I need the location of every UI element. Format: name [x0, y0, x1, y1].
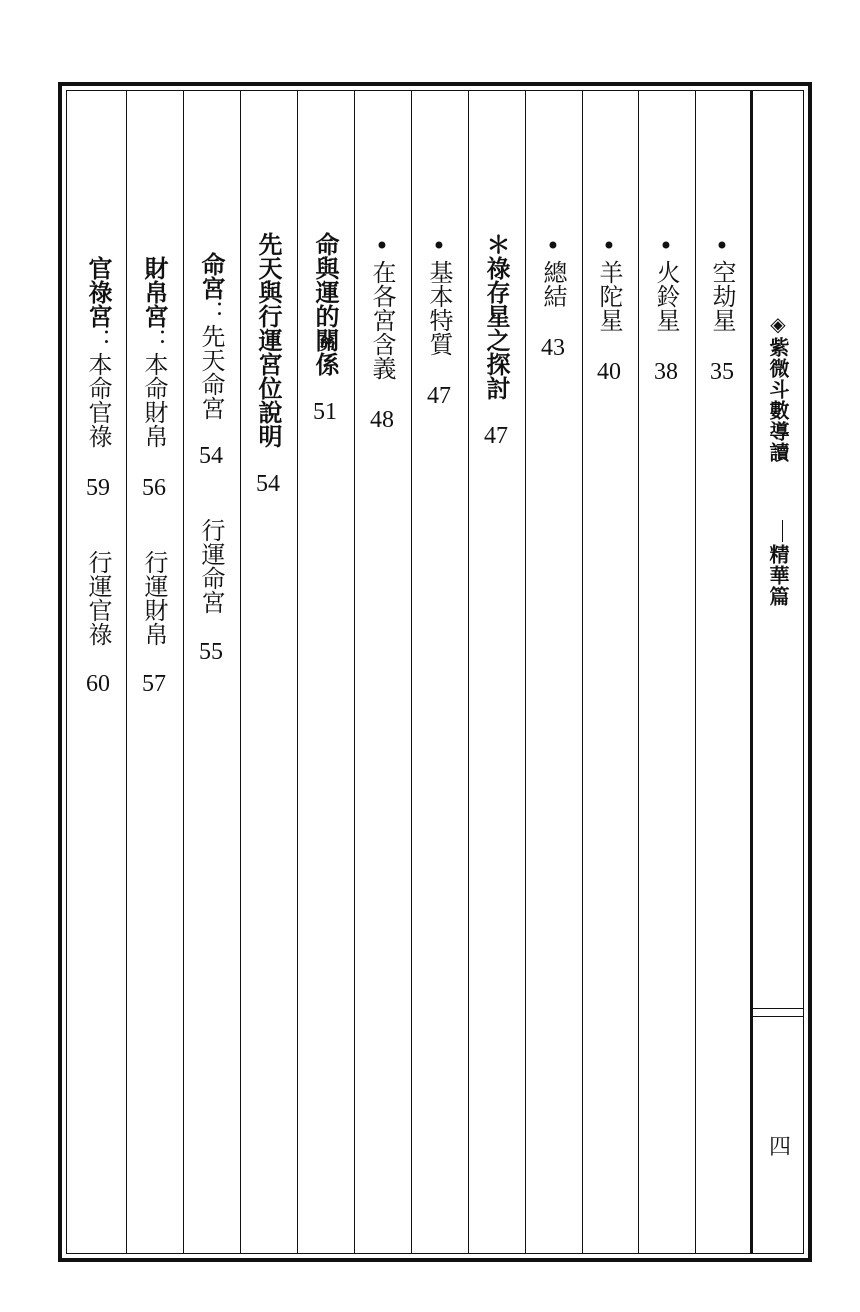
- toc-entry-guanlu[interactable]: [76, 256, 120, 706]
- toc-title: ＊祿存星之探討: [482, 232, 510, 400]
- toc-title: •總結: [539, 232, 567, 308]
- toc-page: 40: [597, 359, 621, 385]
- column-divider: [126, 91, 127, 1253]
- toc-title: •在各宮含義: [368, 232, 396, 380]
- toc-entry-mingyun[interactable]: [303, 232, 347, 434]
- toc-page: 38: [654, 359, 678, 385]
- column-divider: [638, 91, 639, 1253]
- toc-entry-minggong[interactable]: [189, 252, 233, 674]
- footer-rule-bottom: [752, 1016, 804, 1017]
- toc-subtitle-2: 行運官祿: [84, 550, 112, 646]
- toc-entry-zongjie[interactable]: [531, 232, 575, 370]
- book-title-text: ◈紫微斗數導讀: [766, 312, 790, 463]
- column-divider: [582, 91, 583, 1253]
- column-divider: [411, 91, 412, 1253]
- toc-page: 51: [313, 399, 337, 425]
- header-divider: [750, 91, 753, 1253]
- toc-page-2: 57: [142, 671, 166, 697]
- toc-title: 先天與行運宮位說明: [254, 232, 282, 448]
- column-divider: [695, 91, 696, 1253]
- toc-page: 43: [541, 335, 565, 361]
- toc-title: 命宮: [197, 252, 225, 300]
- toc-title: 財帛宮: [140, 256, 168, 328]
- page-number: 四: [768, 1135, 791, 1160]
- toc-entry-jiben[interactable]: [417, 232, 461, 418]
- toc-page: 48: [370, 407, 394, 433]
- book-title: [758, 312, 798, 463]
- column-divider: [183, 91, 184, 1253]
- toc-page: 47: [484, 423, 508, 449]
- toc-title: •基本特質: [425, 232, 453, 356]
- toc-entry-xiantian[interactable]: [246, 232, 290, 506]
- title-dash: [782, 520, 783, 542]
- toc-page: 54: [199, 443, 223, 469]
- toc-page-2: 60: [86, 671, 110, 697]
- toc-title: •空劫星: [708, 232, 736, 332]
- toc-entry-caibo[interactable]: [132, 256, 176, 706]
- column-divider: [297, 91, 298, 1253]
- column-divider: [525, 91, 526, 1253]
- toc-title: •羊陀星: [595, 232, 623, 332]
- toc-title: 官祿宮: [84, 256, 112, 328]
- toc-page: 54: [256, 471, 280, 497]
- toc-entry-kongjie[interactable]: [700, 232, 744, 394]
- toc-subtitle-2: 行運命宮: [197, 518, 225, 614]
- toc-entry-yangtuo[interactable]: [587, 232, 631, 394]
- toc-entry-gegong[interactable]: [360, 232, 404, 442]
- footer-rule-top: [752, 1008, 804, 1009]
- column-divider: [240, 91, 241, 1253]
- toc-subtitle: ：先天命宮: [197, 300, 225, 420]
- toc-title: •火鈴星: [652, 232, 680, 332]
- toc-page-2: 55: [199, 639, 223, 665]
- toc-subtitle-2: 行運財帛: [140, 550, 168, 646]
- toc-entry-huoling[interactable]: [644, 232, 688, 394]
- toc-page: 56: [142, 475, 166, 501]
- column-divider: [468, 91, 469, 1253]
- toc-page: 59: [86, 475, 110, 501]
- toc-entry-lucun[interactable]: [474, 232, 518, 458]
- toc-title: 命與運的關係: [311, 232, 339, 376]
- column-divider: [354, 91, 355, 1253]
- book-subtitle-text: 精華篇: [766, 544, 790, 607]
- toc-subtitle: ：本命官祿: [84, 328, 112, 448]
- book-subtitle: [758, 544, 798, 607]
- toc-subtitle: ：本命財帛: [140, 328, 168, 448]
- toc-page: 35: [710, 359, 734, 385]
- toc-page: 47: [427, 383, 451, 409]
